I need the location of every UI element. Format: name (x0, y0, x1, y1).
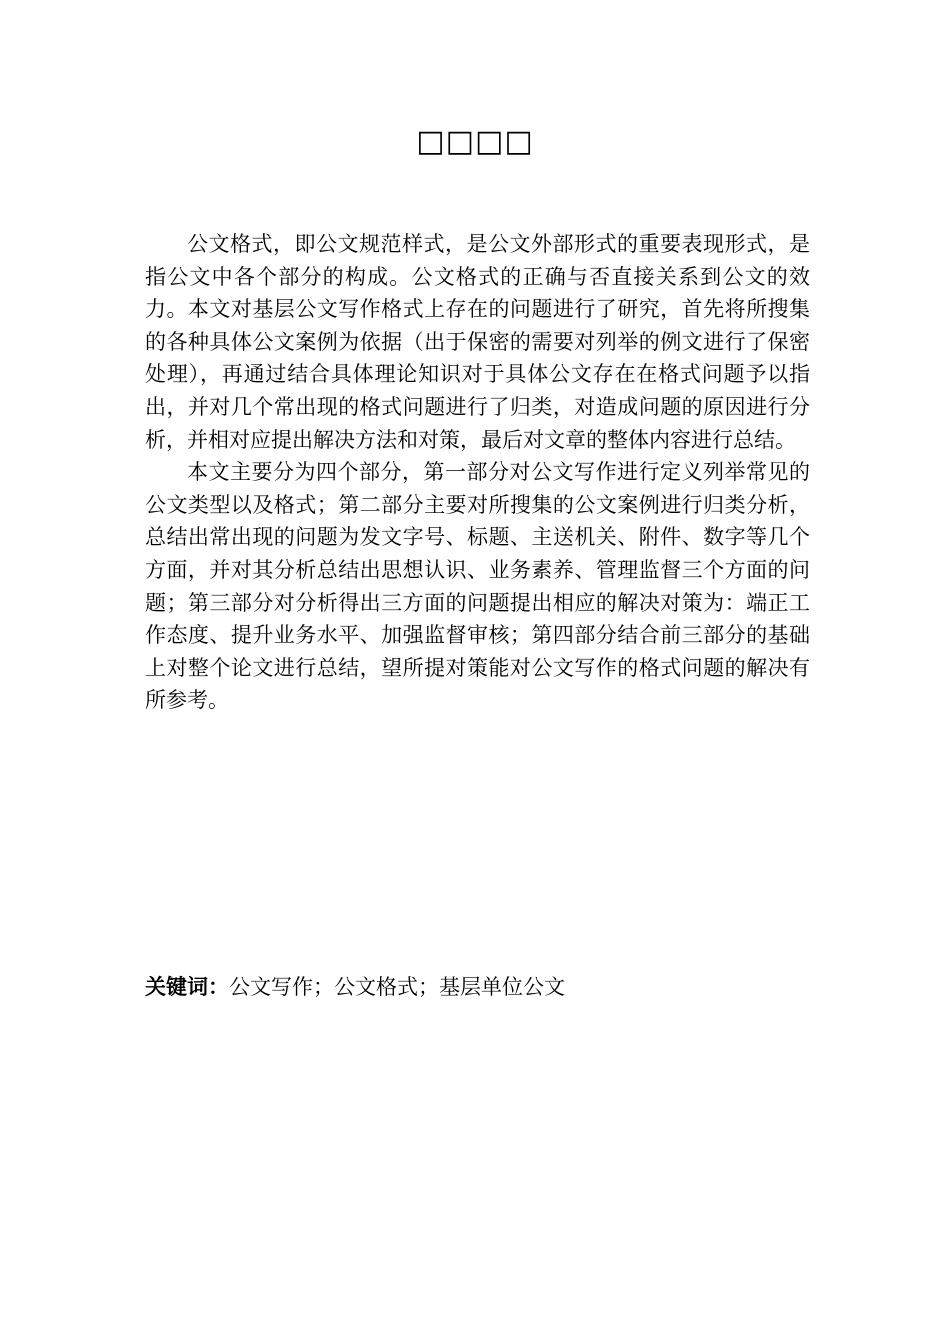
keywords-line (145, 970, 810, 1004)
keywords-label: 关键词： (145, 975, 229, 999)
abstract-paragraph-2: 本文主要分为四个部分，第一部分对公文写作进行定义列举常见的公文类型以及格式；第二部分主要对所搜集的公文案例进行归类分析，总结出常出现的问题为发文字号、标题、主送机关、附件、数字等几个方面，并对其分析总结出思想认识、业务素养、管理监督三个方面的问题；第三部分对分析得出三方面的问题提出相应的解决对策为：端正工作态度、提升业务水平、加强监督审核；第四部分结合前三部分的基础上对整个论文进行总结，望所提对策能对公文写作的格式问题的解决有所参考。 (145, 460, 810, 713)
page-title: □□□□ (416, 124, 534, 159)
keywords-value: 公文写作；公文格式；基层单位公文 (229, 975, 565, 999)
abstract-paragraph-1: 公文格式，即公文规范样式，是公文外部形式的重要表现形式，是指公文中各个部分的构成。公文格式的正确与否直接关系到公文的效力。本文对基层公文写作格式上存在的问题进行了研究，首先将所搜集的各种具体公文案例为依据（出于保密的需要对列举的例文进行了保密处理），再通过结合具体理论知识对于具体公文存在在格式问题予以指出，并对几个常出现的格式问题进行了归类，对造成问题的原因进行分析，并相对应提出解决方法和对策，最后对文章的整体内容进行总结。 (145, 232, 810, 452)
abstract-body (145, 228, 810, 717)
